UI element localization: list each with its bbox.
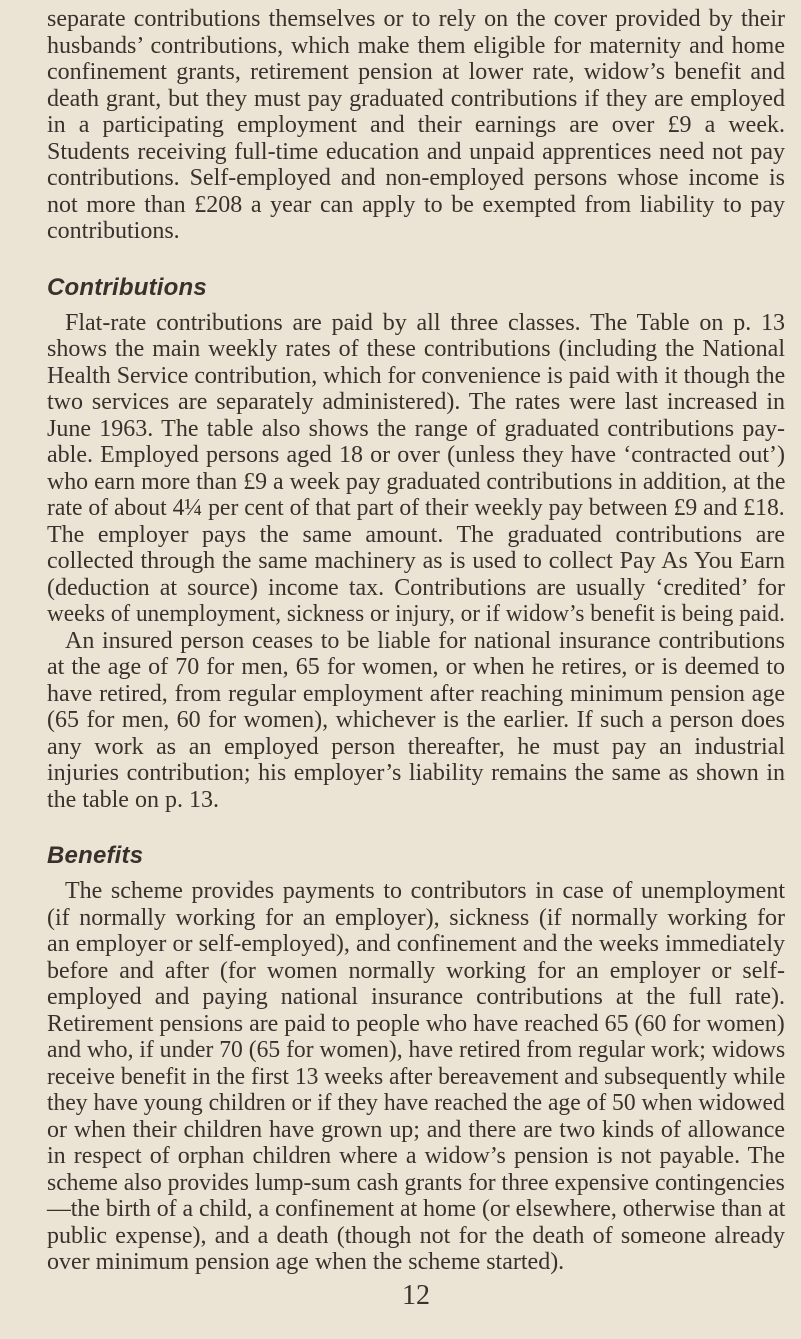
contributions-paragraph-1 bbox=[47, 310, 785, 628]
text-line: have retired, from regular employment after reaching minimum pension age bbox=[47, 680, 785, 707]
text-line: over minimum pension age when the scheme started). bbox=[47, 1249, 565, 1275]
text-line: rate of about 4¼ per cent of that part of their weekly pay between £9 and £18. bbox=[47, 495, 785, 521]
text-line: An insured person ceases to be liable for national insurance contributions bbox=[65, 627, 785, 654]
text-line: June 1963. The table also shows the range of graduated contributions pay- bbox=[47, 415, 785, 442]
text-line: The employer pays the same amount. The graduated contributions are bbox=[47, 521, 785, 548]
text-line: —the birth of a child, a confinement at home (or elsewhere, otherwise than at bbox=[47, 1196, 786, 1222]
text-line: receive benefit in the first 13 weeks after bereavement and subsequently while bbox=[47, 1063, 786, 1090]
text-line: injuries contribution; his employer’s liability remains the same as shown in bbox=[47, 760, 785, 786]
text-line: separate contributions themselves or to rely on the cover provided by their bbox=[47, 6, 785, 32]
text-line: collected through the same machinery as is used to collect Pay As You Earn bbox=[47, 548, 785, 574]
text-line: employed and paying national insurance contributions at the full rate). bbox=[47, 984, 785, 1010]
benefits-heading: Benefits bbox=[47, 842, 144, 869]
text-line: public expense), and a death (though not for the death of someone already bbox=[47, 1222, 785, 1249]
text-line: Flat-rate contributions are paid by all three classes. The Table on p. 13 bbox=[65, 309, 785, 336]
page-body bbox=[47, 0, 785, 1312]
text-line: (if normally working for an employer), sickness (if normally working for bbox=[47, 904, 785, 931]
text-line: contributions. bbox=[47, 218, 180, 244]
text-line: in a participating employment and their earnings are over £9 a week. bbox=[47, 112, 785, 138]
intro-paragraph bbox=[47, 6, 785, 245]
text-line: before and after (for women normally working for an employer or self- bbox=[47, 957, 785, 984]
text-line: they have young children or if they have reached the age of 50 when widowed bbox=[47, 1090, 785, 1116]
contributions-heading: Contributions bbox=[47, 273, 207, 301]
text-line: two services are separately administered). The rates were last increased in bbox=[47, 389, 785, 415]
text-line: in respect of orphan children where a widow’s pension is not payable. The bbox=[47, 1143, 785, 1169]
text-line: husbands’ contributions, which make them eligible for maternity and home bbox=[47, 32, 785, 59]
text-line: not more than £208 a year can apply to be exempted from liability to pay bbox=[47, 191, 785, 218]
text-line: (65 for men, 60 for women), whichever is the earlier. If such a person does bbox=[47, 707, 785, 733]
text-line: (deduction at source) income tax. Contributions are usually ‘credited’ for bbox=[47, 574, 785, 601]
text-line: an employer or self-employed), and confinement and the weeks immediately bbox=[47, 931, 785, 957]
text-line: Health Service contribution, which for convenience is paid with it though the bbox=[47, 362, 786, 389]
text-line: death grant, but they must pay graduated contributions if they are employed bbox=[47, 85, 785, 112]
text-line: The scheme provides payments to contributors in case of unemployment bbox=[65, 878, 785, 904]
page-number: 12 bbox=[402, 1279, 430, 1311]
text-line: shows the main weekly rates of these contributions (including the National bbox=[47, 336, 785, 362]
benefits-paragraph-1 bbox=[47, 878, 785, 1276]
text-line: Retirement pensions are paid to people who have reached 65 (60 for women) bbox=[47, 1010, 785, 1037]
text-line: contributions. Self-employed and non-employed persons whose income is bbox=[47, 165, 785, 191]
text-line: or when their children have grown up; and there are two kinds of allowance bbox=[47, 1116, 785, 1143]
text-line: the table on p. 13. bbox=[47, 786, 219, 813]
text-line: and who, if under 70 (65 for women), have retired from regular work; widows bbox=[47, 1037, 786, 1063]
text-line: scheme also provides lump-sum cash grants for three expensive contingencies bbox=[47, 1169, 785, 1196]
contributions-paragraph-2 bbox=[47, 628, 785, 814]
text-line: who earn more than £9 a week pay graduated contributions in addition, at the bbox=[47, 468, 786, 495]
text-line: any work as an employed person thereafter, he must pay an industrial bbox=[47, 733, 785, 760]
text-line: Students receiving full-time education and unpaid apprentices need not pay bbox=[47, 138, 785, 165]
text-line: confinement grants, retirement pension at lower rate, widow’s benefit and bbox=[47, 59, 785, 85]
text-line: at the age of 70 for men, 65 for women, or when he retires, or is deemed to bbox=[47, 654, 785, 680]
text-line: able. Employed persons aged 18 or over (unless they have ‘contracted out’) bbox=[47, 442, 785, 468]
text-line: weeks of unemployment, sickness or injury, or if widow’s benefit is being paid. bbox=[47, 601, 785, 627]
